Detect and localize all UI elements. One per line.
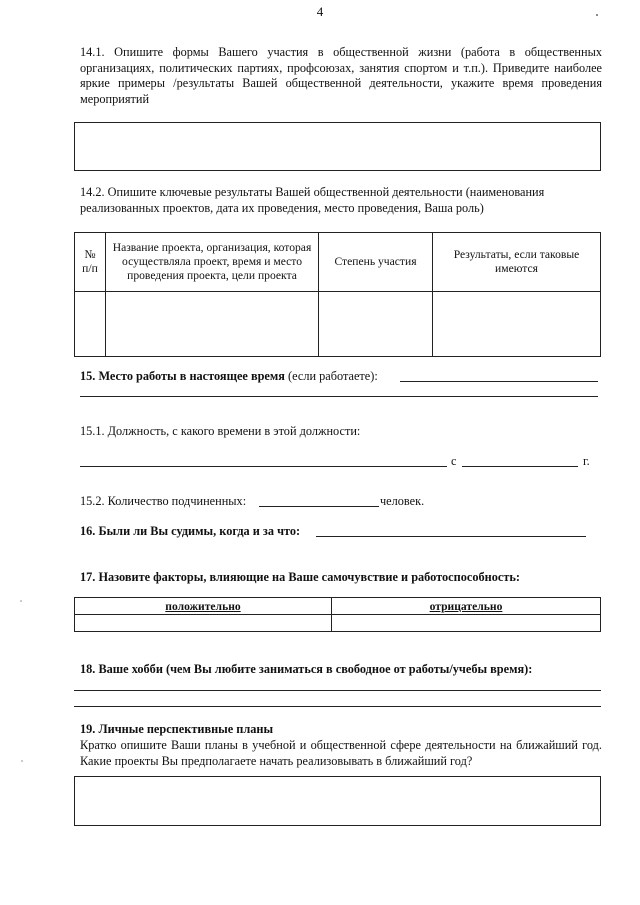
hobby-field-line-2[interactable] bbox=[74, 706, 601, 707]
subordinates-unit: человек. bbox=[380, 494, 425, 508]
scan-speck bbox=[20, 600, 22, 602]
positive-header: положительно bbox=[75, 598, 332, 615]
scan-speck bbox=[596, 14, 598, 16]
position-field[interactable] bbox=[80, 466, 447, 467]
section-15-2-label: 15.2. Количество подчиненных: bbox=[80, 494, 247, 508]
since-label: с bbox=[451, 454, 457, 468]
workplace-field-line-2[interactable] bbox=[80, 396, 598, 397]
positive-cell[interactable] bbox=[75, 615, 332, 632]
col-participation-header: Степень участия bbox=[319, 233, 433, 292]
projects-table bbox=[74, 232, 601, 357]
negative-header: отрицательно bbox=[332, 598, 601, 615]
factors-table bbox=[74, 597, 601, 632]
negative-cell[interactable] bbox=[332, 615, 601, 632]
section-19-title: 19. Личные перспективные планы bbox=[80, 722, 274, 736]
cell-participation[interactable] bbox=[319, 292, 433, 357]
scan-speck bbox=[21, 760, 23, 762]
section-14-2-question: 14.2. Опишите ключевые результаты Вашей общественной деятельности (наименования реализованных проектов, дата их проведения, место проведения, Ваша роль) bbox=[80, 185, 545, 215]
col-number-header: № п/п bbox=[75, 233, 106, 292]
section-17-label: 17. Назовите факторы, влияющие на Ваше самочувствие и работоспособность: bbox=[80, 570, 520, 584]
cell-number[interactable] bbox=[75, 292, 106, 357]
section-16-label: 16. Были ли Вы судимы, когда и за что: bbox=[80, 524, 301, 538]
section-14-1-question: 14.1. Опишите формы Вашего участия в общественной жизни (работа в общественных организациях, политических партиях, профсоюзах, занятия спортом и т.п.). Приведите наиболее яркие примеры /результаты Вашей общественной деятельности, укажите время проведения мероприятий bbox=[80, 45, 602, 106]
workplace-field[interactable] bbox=[400, 381, 598, 382]
col-results-header: Результаты, если таковые имеются bbox=[433, 233, 601, 292]
plans-answer-box[interactable] bbox=[74, 776, 601, 826]
cell-project[interactable] bbox=[106, 292, 319, 357]
year-label: г. bbox=[583, 454, 590, 468]
subordinates-field[interactable] bbox=[259, 506, 379, 507]
section-15-1-label: 15.1. Должность, с какого времени в этой должности: bbox=[80, 424, 361, 438]
section-15-label-bold: 15. Место работы в настоящее время bbox=[80, 369, 285, 383]
cell-results[interactable] bbox=[433, 292, 601, 357]
page-number: 4 bbox=[316, 4, 324, 19]
section-15-label bbox=[80, 369, 378, 384]
col-project-header: Название проекта, организация, которая осуществляла проект, время и место проведения проекта, цели проекта bbox=[106, 233, 319, 292]
since-date-field[interactable] bbox=[462, 466, 578, 467]
table-row bbox=[75, 615, 601, 632]
section-14-1-answer-box[interactable] bbox=[74, 122, 601, 171]
section-19-question: Кратко опишите Ваши планы в учебной и общественной сфере деятельности на ближайший год. Какие проекты Вы предполагаете начать реализовывать в ближайший год? bbox=[80, 738, 602, 768]
hobby-field-line-1[interactable] bbox=[74, 690, 601, 691]
table-row bbox=[75, 292, 601, 357]
section-18-label: 18. Ваше хобби (чем Вы любите заниматься в свободное от работы/учебы время): bbox=[80, 662, 533, 676]
conviction-field[interactable] bbox=[316, 536, 586, 537]
projects-table-header-row bbox=[75, 233, 601, 292]
factors-header-row bbox=[75, 598, 601, 615]
section-15-label-note: (если работаете): bbox=[288, 369, 378, 383]
